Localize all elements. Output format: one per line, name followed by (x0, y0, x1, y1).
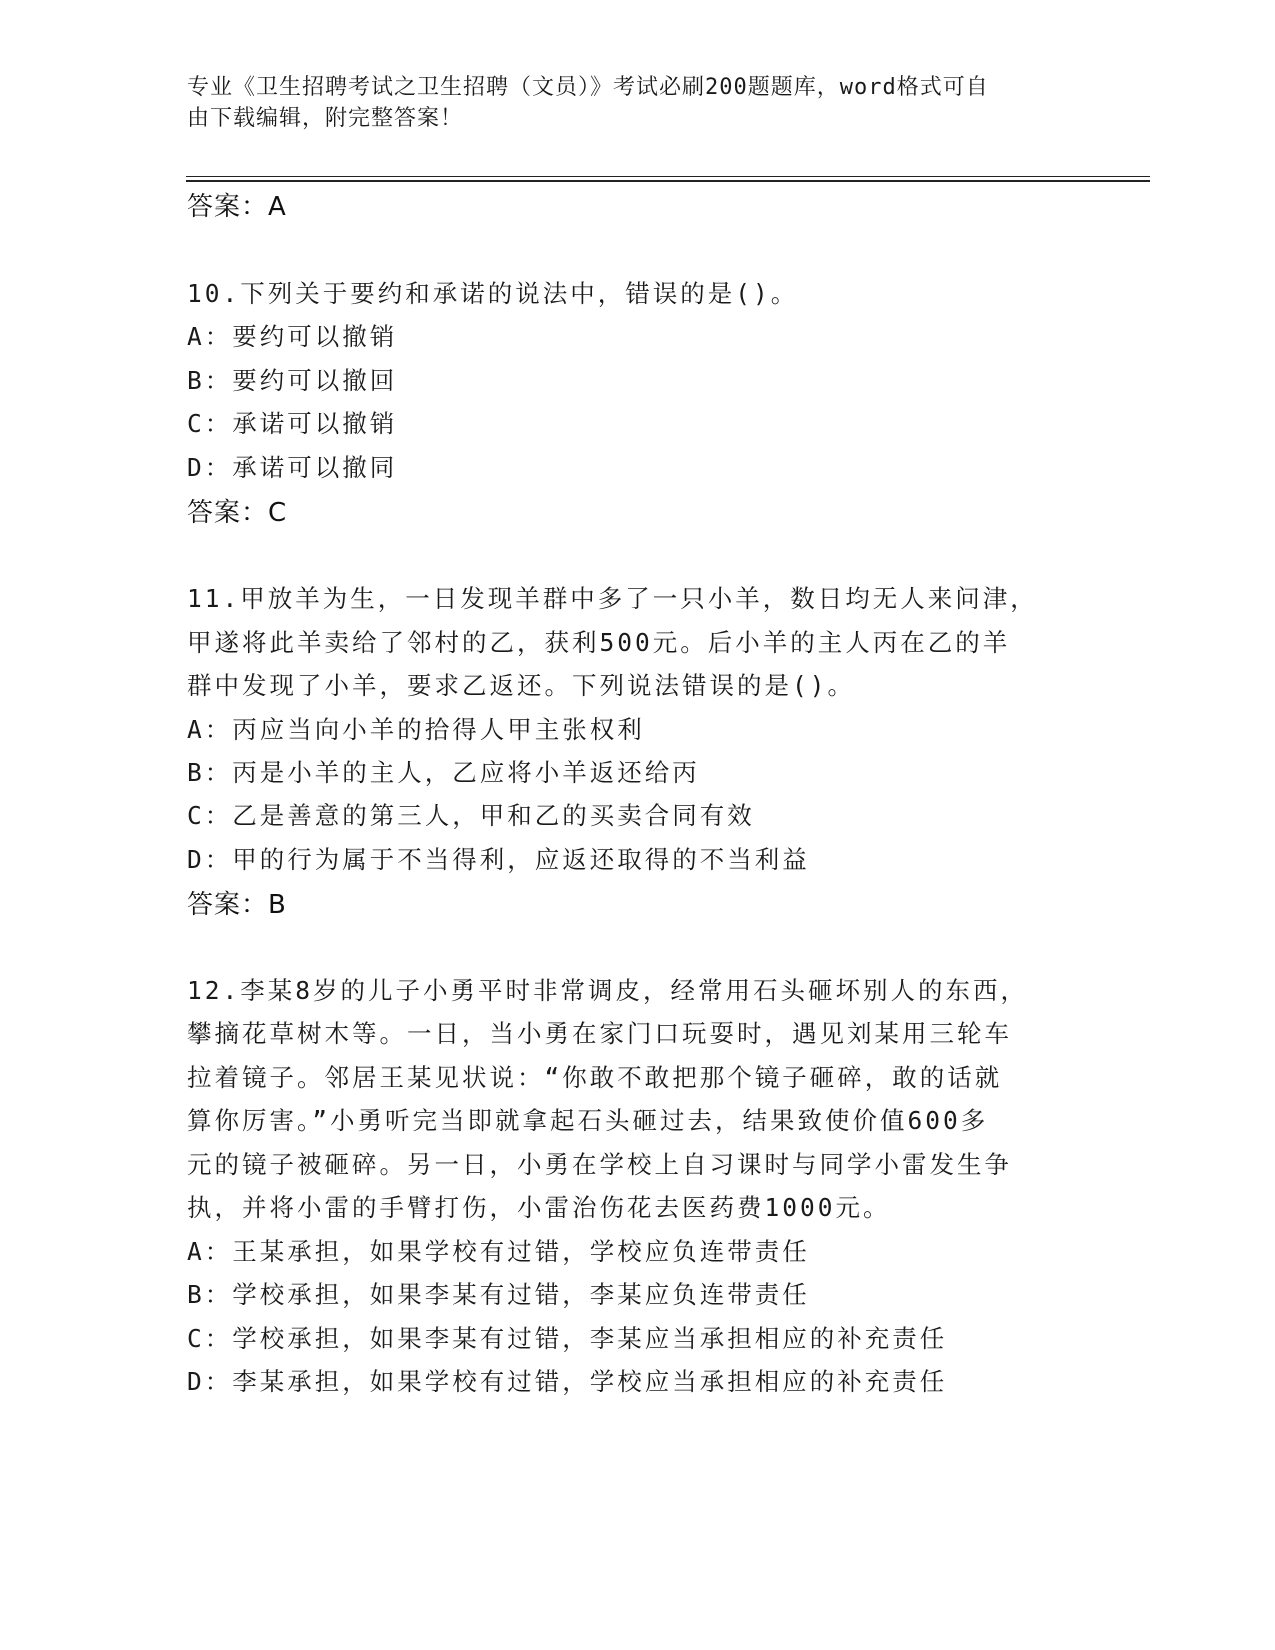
q12-option-b: B：学校承担，如果李某有过错，李某应负连带责任 (187, 1280, 810, 1309)
answer-q11: 答案：B (187, 890, 287, 920)
q12-option-d: D：李某承担，如果学校有过错，学校应当承担相应的补充责任 (187, 1367, 948, 1396)
q12-stem-line-1: 12.李某8岁的儿子小勇平时非常调皮，经常用石头砸坏别人的东西， (187, 976, 1028, 1005)
q12-stem-line-3: 拉着镜子。邻居王某见状说：“你敢不敢把那个镜子砸碎，敢的话就 (187, 1063, 1003, 1092)
q11-stem-line-1: 11.甲放羊为生，一日发现羊群中多了一只小羊，数日均无人来问津， (187, 584, 1038, 613)
q12-stem-line-6: 执，并将小雷的手臂打伤，小雷治伤花去医药费1000元。 (187, 1193, 891, 1222)
q10-option-c: C：承诺可以撤销 (187, 409, 398, 438)
q10-option-d: D：承诺可以撤同 (187, 453, 398, 482)
q12-stem-line-4: 算你厉害。”小勇听完当即就拿起石头砸过去，结果致使价值600多 (187, 1106, 989, 1135)
q11-option-d: D：甲的行为属于不当得利，应返还取得的不当利益 (187, 845, 810, 874)
q11-stem-line-3: 群中发现了小羊，要求乙返还。下列说法错误的是()。 (187, 671, 855, 700)
answer-q10: 答案：C (187, 498, 288, 528)
answer-q9: 答案：A (187, 192, 287, 222)
q12-stem-line-5: 元的镜子被砸碎。另一日，小勇在学校上自习课时与同学小雷发生争 (187, 1150, 1012, 1179)
header-divider-thick (186, 180, 1150, 182)
header-divider-thin (186, 176, 1150, 177)
q11-option-a: A：丙应当向小羊的拾得人甲主张权利 (187, 715, 645, 744)
header-title-line-2: 由下载编辑，附完整答案！ (187, 106, 464, 131)
q11-stem-line-2: 甲遂将此羊卖给了邻村的乙，获利500元。后小羊的主人丙在乙的羊 (187, 628, 1011, 657)
q12-stem-line-2: 攀摘花草树木等。一日，当小勇在家门口玩耍时，遇见刘某用三轮车 (187, 1019, 1012, 1048)
q11-option-c: C：乙是善意的第三人，甲和乙的买卖合同有效 (187, 801, 755, 830)
document-header (187, 72, 1067, 134)
q12-option-a: A：王某承担，如果学校有过错，学校应负连带责任 (187, 1237, 810, 1266)
q11-option-b: B：丙是小羊的主人，乙应将小羊返还给丙 (187, 758, 700, 787)
q10-option-b: B：要约可以撤回 (187, 366, 398, 395)
q10-option-a: A：要约可以撤销 (187, 322, 398, 351)
q10-stem: 10.下列关于要约和承诺的说法中，错误的是()。 (187, 279, 799, 308)
q12-option-c: C：学校承担，如果李某有过错，李某应当承担相应的补充责任 (187, 1324, 948, 1353)
header-title-line-1: 专业《卫生招聘考试之卫生招聘（文员）》考试必刷200题题库，word格式可自 (187, 75, 989, 100)
